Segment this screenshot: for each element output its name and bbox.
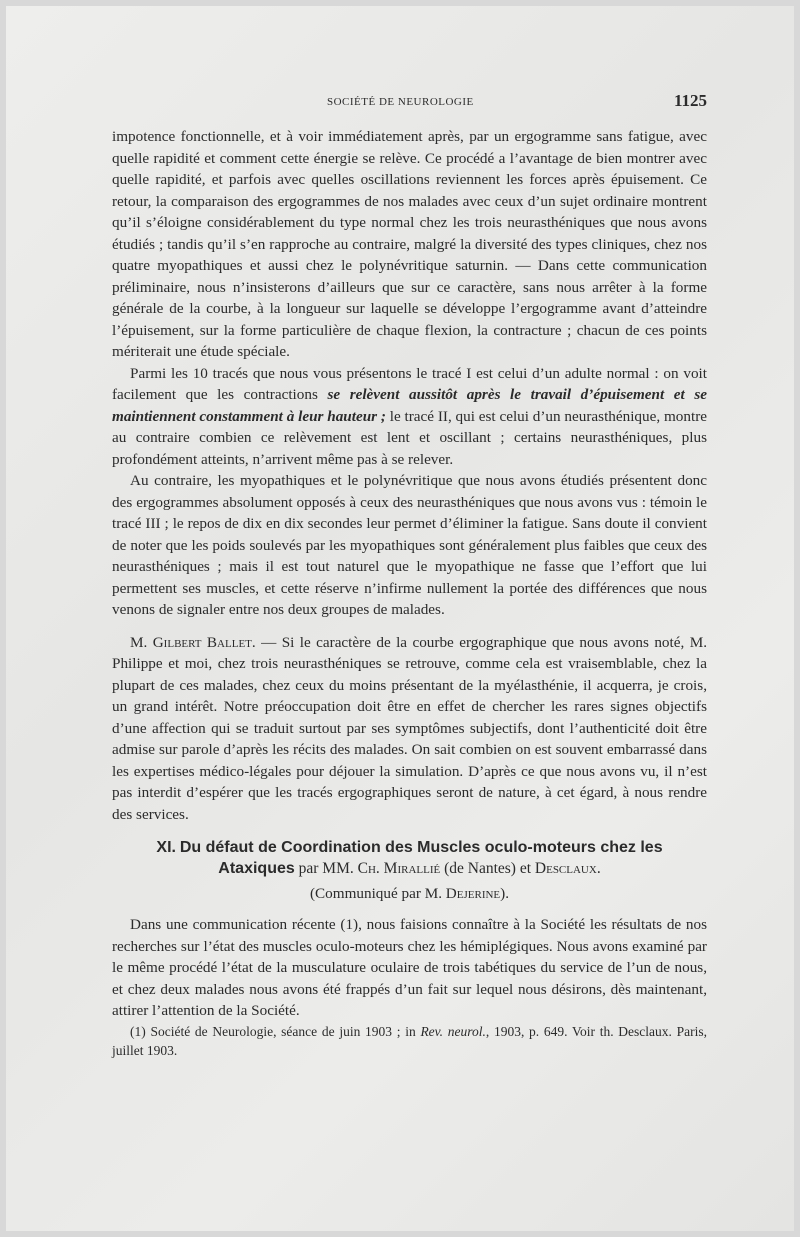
paragraph-2	[112, 363, 707, 471]
page-number: 1125	[673, 91, 707, 110]
authors-mid: (de Nantes) et	[440, 860, 535, 877]
section-number: XI.	[156, 839, 176, 856]
authors-end: .	[596, 860, 601, 877]
communicated-name: Dejerine	[445, 885, 501, 902]
paragraph-3: Au contraire, les myopathiques et le polynévritique que nous avons étudiés présentent donc des ergogrammes absolument opposés à ceux des neurasthéniques que nous avons vus : témoin le tracé III ; le repos de dix en dix secondes leur permet d’éliminer la fatigue. Sans doute il convient de noter que les poids soulevés par les myopathiques sont généralement plus faibles que ceux des neurasthéniques ; mais il est tout naturel que le myopathique ne fasse que l’effort que lui permettent ses muscles, et cette réserve n’infirme nullement la portée des différences que nous venons de signaler entre nos deux groupes de malades.	[112, 472, 707, 618]
section-title-line-1: Du défaut de Coordination des Muscles oculo-moteurs chez les	[179, 839, 663, 856]
footnote-text-c: , 1903, p. 649. Voir th. Desclaux. Paris, juillet 1903.	[112, 1023, 707, 1058]
paragraph-gap	[112, 621, 707, 632]
footnote-journal: Rev. neurol.	[420, 1023, 486, 1039]
author-1: Ch. Mirallié	[357, 860, 441, 877]
communicated-by	[112, 883, 707, 904]
body-text	[112, 126, 707, 1060]
author-2: Desclaux	[534, 860, 597, 877]
authors-pre: par MM.	[294, 860, 358, 877]
footnote	[112, 1022, 707, 1060]
paragraph-2-text-a: Parmi les 10 tracés que nous vous présentons le tracé I est celui d’un adulte normal : on voit facilement que les contractions	[112, 364, 707, 403]
footnote-text-a: (1) Société de Neurologie, séance de juin 1903 ; in	[130, 1023, 421, 1039]
speaker-name: M. Gilbert Ballet.	[130, 633, 256, 651]
paragraph-2-emphasis: se relèvent aussitôt après le travail d’épuisement et se maintiennent constamment à leur hauteur ;	[112, 386, 707, 425]
paragraph-1: impotence fonctionnelle, et à voir immédiatement après, par un ergogramme sans fatigue, avec quelle rapidité et comment cette énergie se relève. Ce procédé a l’avantage de bien montrer avec quelle rapidité, et parfois avec quelles oscillations reviennent les forces après épuisement. Ce retour, la comparaison des ergogrammes de nos malades avec ceux d’un sujet ordinaire montrent qu’il s’éloigne considérablement du type normal chez les trois neurasthéniques que nous avons étudiés ; tandis qu’il s’en rapproche au contraire, malgré la diversité des types cliniques, chez nos quatre myopathiques et aussi chez le polynévritique saturnin. — Dans cette communication préliminaire, nous n’insisterons d’ailleurs que sur ce caractère, sans nous arrêter à la forme générale de la courbe, à la longueur sur laquelle se développe l’ergogramme avant d’atteindre l’épuisement, sur la forme particulière de chaque flexion, la contracture ; chacun de ces points mériterait une étude spéciale.	[112, 128, 707, 360]
paragraph-4-text: — Si le caractère de la courbe ergographique que nous avons noté, M. Philippe et moi, chez trois neurasthéniques se retrouve, comme cela est vraisemblable, chez la plupart de ces malades, chez ceux du moins présentant de la myélasthénie, il acquerra, je crois, un grand intérêt. Notre préoccupation doit être en effet de chercher les rares signes objectifs d’une affection qui se traduit surtout par ses symptômes subjectifs, dont l’authenticité doit être admise sur parole d’après les récits des malades. On sait combien on est souvent embarrassé dans les expertises médico-légales pour déjouer la simulation. D’après ce que nous avons vu, il n’est pas interdit d’espérer que les tracés ergographiques seront de nature, à cet égard, à nous rendre des services.	[112, 633, 707, 823]
running-head: SOCIÉTÉ DE NEUROLOGIE	[327, 96, 474, 108]
communicated-end: ).	[500, 885, 510, 902]
paragraph-4	[112, 632, 707, 826]
section-heading	[112, 837, 707, 879]
section-title-line-2: Ataxiques	[218, 860, 295, 877]
paragraph-2-text-c: le tracé II, qui est celui d’un neurasthénique, montre au contraire combien ce relèvement est lent et oscillant ; certains neurasthéniques, plus profondément atteints, n’arrivent même pas à se relever.	[112, 407, 707, 468]
page-header	[112, 93, 707, 113]
communicated-pre: (Communiqué par M.	[309, 885, 446, 902]
paragraph-5: Dans une communication récente (1), nous faisions connaître à la Société les résultats de nos recherches sur l’état des muscles oculo-moteurs chez les hémiplégiques. Nous avons examiné par le même procédé l’état de la musculature oculaire de trois tabétiques du service de l’un de nous, et chez deux malades nous avons été frappés d’un fait sur lequel nous désirons, dès maintenant, attirer l’attention de la Société.	[112, 916, 707, 1019]
